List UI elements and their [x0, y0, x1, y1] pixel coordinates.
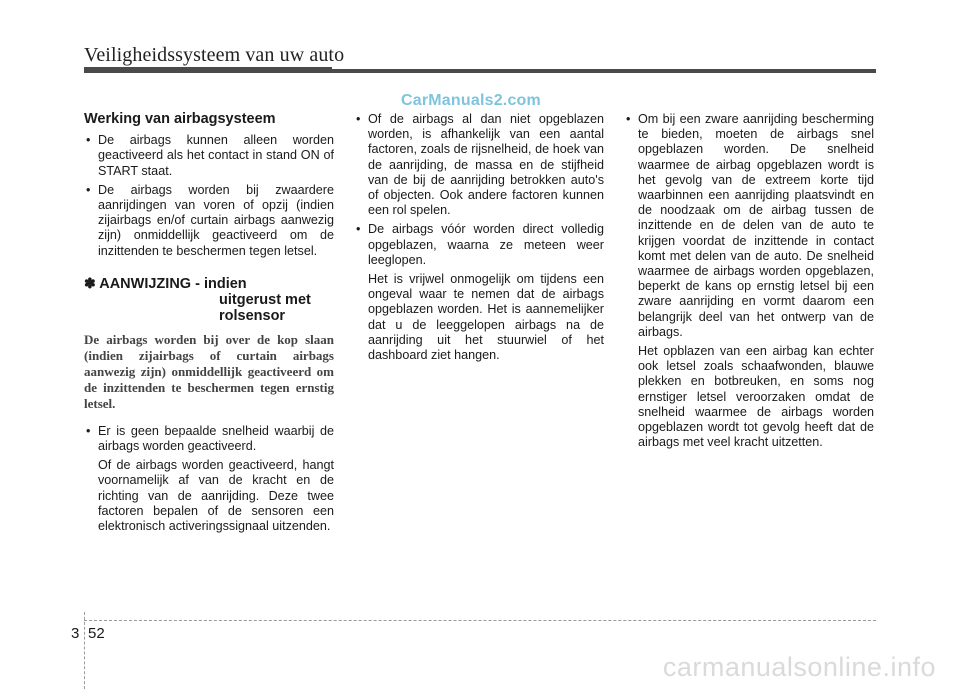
bullet-item: • Om bij een zware aanrijding bescherming te bieden, moeten de airbags snel opgeblazen worden. De snelheid waarmee de airbag opgeblazen wordt is het gevolg van de extreem korte tijd waarbinnen een aanrijding plaatsvindt en de noodzaak om de airbag tussen de inzittende en de delen van de auto te krijgen voordat de inzittende in contact komt met delen van de auto. De snelheid waarmee de airbags worden opgeblazen, beperkt de kans op ernstig letsel bij een zware aanrijding en vormt daarom een belangrijk deel van het ontwerp van de airbags.	[624, 112, 874, 340]
column-1	[84, 112, 334, 538]
notice-subtitle-1: uitgerust met	[219, 291, 311, 308]
section-heading: Werking van airbagsysteem	[84, 111, 276, 127]
column-3	[624, 112, 874, 454]
paragraph: Het opblazen van een airbag kan echter ook letsel zoals schaafwonden, blauwe plekken en botbreuken, en soms nog ernstiger letsel veroorzaken omdat de snelheid waarmee de airbags worden opgeblazen wordt tot gevolg heeft dat de airbags met veel kracht uitzetten.	[638, 344, 874, 450]
bullet-item: • De airbags kunnen alleen worden geactiveerd als het contact in stand ON of START staat.	[84, 133, 334, 179]
notice-body: De airbags worden bij over de kop slaan (indien zijairbags of curtain airbags aanwezig zijn) onmiddellijk geactiveerd om de inzittenden te beschermen tegen ernstig letsel.	[84, 331, 334, 411]
notice-asterisk-icon: ✽	[84, 274, 96, 291]
notice-subtitle-2: rolsensor	[219, 307, 286, 324]
watermark-link[interactable]: CarManuals2.com	[401, 92, 541, 109]
paragraph: Het is vrijwel onmogelijk om tijdens een ongeval waar te nemen dat de airbags opgeblazen worden. Het is aannemelijker dat u de leeggelopen airbags na de aanrijding uit het stuurwiel of het dashboard ziet hangen.	[368, 272, 604, 363]
page-number: 52	[88, 625, 105, 642]
paragraph: Of de airbags worden geactiveerd, hangt voornamelijk af van de kracht en de richting van de aanrijding. Deze twee factoren bepalen of de sensoren een elektronisch activeringssignaal uitzenden.	[98, 458, 334, 534]
footer-divider	[84, 620, 876, 621]
chapter-number: 3	[71, 625, 80, 642]
bullet-item: • Of de airbags al dan niet opgeblazen worden, is afhankelijk van een aantal factoren, zoals de rijsnelheid, de hoek van de aanrijding, de massa en de stijfheid van de bij de aanrijding betrokken auto's of objecten. Ook andere factoren kunnen een rol spelen.	[354, 112, 604, 218]
notice-label: AANWIJZING - indien	[99, 275, 247, 292]
bullet-item: • Er is geen bepaalde snelheid waarbij de airbags worden geactiveerd.	[84, 424, 334, 454]
page-header-title: Veiligheidssysteem van uw auto	[84, 44, 345, 66]
footer-vertical-divider	[84, 612, 85, 689]
column-2	[354, 112, 604, 367]
header-rule	[84, 69, 876, 73]
bullet-item: • De airbags vóór worden direct volledig opgeblazen, waarna ze meteen weer leeglopen.	[354, 222, 604, 268]
watermark-bottom: carmanualsonline.info	[662, 652, 936, 682]
bullet-item: • De airbags worden bij zwaardere aanrijdingen van voren of opzij (indien zijairbags en/of curtain airbags aanwezig zijn) onmiddellijk geactiveerd om de inzittenden te beschermen tegen letsel.	[84, 183, 334, 259]
notice-heading	[84, 275, 334, 324]
